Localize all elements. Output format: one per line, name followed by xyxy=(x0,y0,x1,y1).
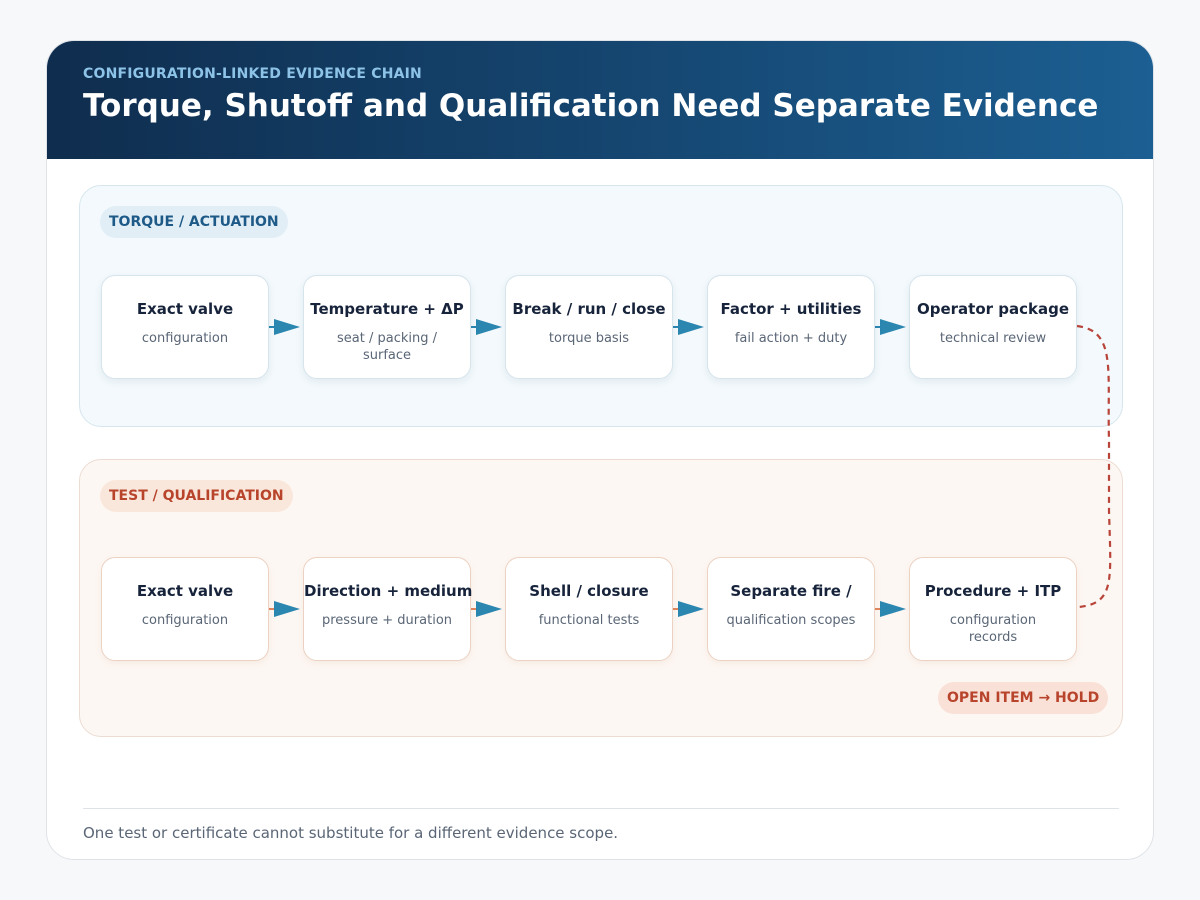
step-title: Exact valve xyxy=(136,300,234,318)
hold-status-badge: OPEN ITEM → HOLD xyxy=(938,682,1108,714)
evidence-chain-card xyxy=(46,40,1154,860)
connector-test-2-3 xyxy=(470,601,502,617)
test-qualification-lane xyxy=(79,459,1123,737)
header-banner xyxy=(47,41,1154,159)
step-subtitle: qualification scopes xyxy=(726,613,856,628)
step-subtitle: fail action + duty xyxy=(734,331,848,346)
step-subtitle: torque basis xyxy=(548,331,630,346)
step-title: Direction + medium xyxy=(304,582,473,600)
step-torque-5 xyxy=(909,275,1077,379)
step-torque-3 xyxy=(505,275,673,379)
step-title: Break / run / close xyxy=(512,300,666,318)
step-subtitle: configuration xyxy=(141,331,229,346)
header-eyebrow: CONFIGURATION-LINKED EVIDENCE CHAIN xyxy=(83,66,422,82)
footer-note: One test or certificate cannot substitute for a different evidence scope. xyxy=(83,824,619,842)
connector-torque-4-5 xyxy=(874,319,906,335)
lane-label-test: TEST / QUALIFICATION xyxy=(100,480,293,512)
footer-divider xyxy=(83,808,1119,809)
step-test-4 xyxy=(707,557,875,661)
step-title: Exact valve xyxy=(136,582,234,600)
step-title: Separate fire / xyxy=(730,582,852,600)
step-subtitle: technical review xyxy=(939,331,1047,346)
step-subtitle: configuration records xyxy=(949,613,1037,645)
torque-actuation-lane xyxy=(79,185,1123,427)
step-torque-2 xyxy=(303,275,471,379)
connector-test-4-5 xyxy=(874,601,906,617)
step-subtitle: functional tests xyxy=(538,613,640,628)
step-title: Factor + utilities xyxy=(720,300,862,318)
step-title: Operator package xyxy=(916,300,1070,318)
step-subtitle: pressure + duration xyxy=(322,613,453,628)
connector-test-1-2 xyxy=(268,601,300,617)
step-torque-4 xyxy=(707,275,875,379)
step-title: Temperature + ΔP xyxy=(310,300,464,318)
connector-test-3-4 xyxy=(672,601,704,617)
page-title: Torque, Shutoff and Qualification Need Separate Evidence xyxy=(83,88,1099,124)
step-subtitle: configuration xyxy=(141,613,229,628)
step-title: Procedure + ITP xyxy=(924,582,1062,600)
step-test-2 xyxy=(303,557,471,661)
step-subtitle: seat / packing / surface xyxy=(337,331,437,363)
connector-torque-2-3 xyxy=(470,319,502,335)
step-test-1 xyxy=(101,557,269,661)
step-torque-1 xyxy=(101,275,269,379)
connector-torque-3-4 xyxy=(672,319,704,335)
step-title: Shell / closure xyxy=(529,582,649,600)
connector-torque-1-2 xyxy=(268,319,300,335)
lane-label-torque: TORQUE / ACTUATION xyxy=(100,206,288,238)
step-test-3 xyxy=(505,557,673,661)
step-test-5 xyxy=(909,557,1077,661)
